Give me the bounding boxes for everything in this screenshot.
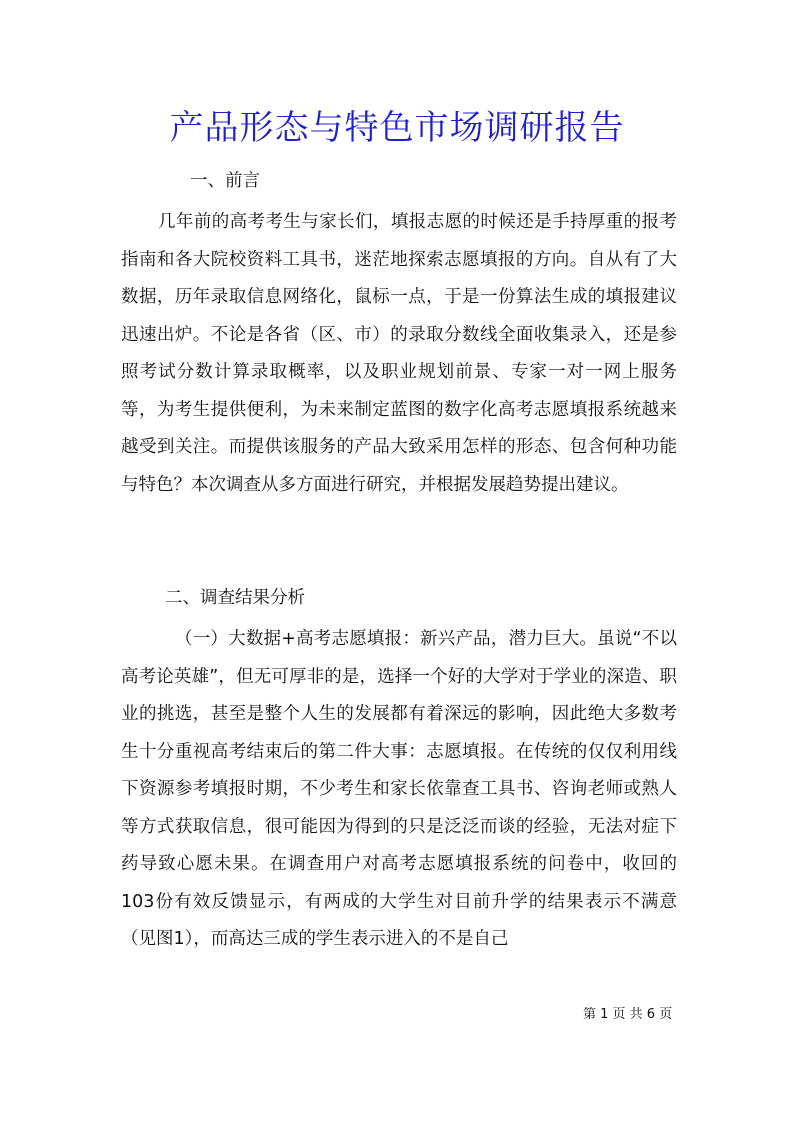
- paragraph-preface: 几年前的高考考生与家长们，填报志愿的时候还是手持厚重的报考指南和各大院校资料工具书，迷茫地探索志愿填报的方向。自从有了大数据，历年录取信息网络化，鼠标一点，于是一份算法生成的填报建议迅速出炉。不论是各省（区、市）的录取分数线全面收集录入，还是参照考试分数计算录取概率，以及职业规划前景、专家一对一网上服务等，为考生提供便利，为未来制定蓝图的数字化高考志愿填报系统越来越受到关注。而提供该服务的产品大致采用怎样的形态、包含何种功能与特色？本次调查从多方面进行研究，并根据发展趋势提出建议。: [121, 212, 677, 495]
- section-heading-preface: 一、前言: [190, 171, 260, 191]
- section-heading-analysis: 二、调查结果分析: [165, 588, 305, 608]
- document-title: 产品形态与特色市场调研报告: [169, 108, 625, 148]
- paragraph-analysis: （一）大数据+高考志愿填报：新兴产品，潜力巨大。虽说“不以高考论英雄”，但无可厚非的是，选择一个好的大学对于学业的深造、职业的挑选，甚至是整个人生的发展都有着深远的影响，因此绝大多数考生十分重视高考结束后的第二件大事：志愿填报。在传统的仅仅利用线下资源参考填报时期，不少考生和家长依靠查工具书、咨询老师或熟人等方式获取信息，很可能因为得到的只是泛泛而谈的经验，无法对症下药导致心愿未果。在调查用户对高考志愿填报系统的问卷中，收回的103份有效反馈显示，有两成的大学生对目前升学的结果表示不满意（见图1），而高达三成的学生表示进入的不是自己: [121, 629, 677, 949]
- page-number-footer: 第 1 页 共 6 页: [583, 1007, 673, 1022]
